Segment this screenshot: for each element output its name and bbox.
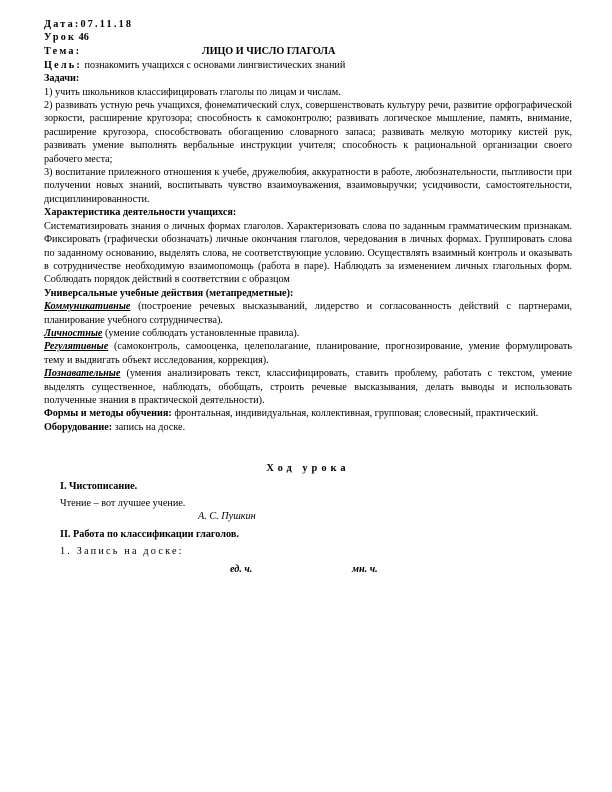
uud-cognitive bbox=[44, 367, 572, 407]
equipment-line bbox=[44, 421, 572, 434]
personal-text: (умение соблюдать установленные правила). bbox=[105, 327, 300, 339]
theme-label: Тема: bbox=[44, 45, 82, 57]
epigraph-text: Чтение – вот лучшее учение. bbox=[60, 498, 186, 509]
date-label: Дата: bbox=[44, 19, 81, 30]
equipment-text: запись на доске. bbox=[114, 421, 186, 433]
task-item-2: 2) развивать устную речь учащихся, фонематический слух, совершенствовать культуру речи, развитие орфографической зоркости, расширение кругозора; способность к самоконтролю; развивать логическое мышление, память, внимание, расширение кругозора, способствовать обогащению словарного запаса; развивать мелкую моторику кистей рук, развивать умение выполнять вербальные инструкции учителя; способность к рациональной организации своего рабочего места; bbox=[44, 100, 572, 165]
personal-label: Личностные bbox=[44, 327, 103, 339]
communicative-label: Коммуникативные bbox=[44, 301, 131, 313]
section-calligraphy: I. Чистописание. bbox=[60, 480, 138, 492]
lesson-label: Урок bbox=[44, 32, 77, 44]
cognitive-text: (умения анализировать текст, классифицировать, ставить проблему, работать с текстом, умение выделять существенное, наблюдать, обобщать, строить речевые высказывания, делать выводы и использовать полученные знания в практической деятельности). bbox=[44, 368, 572, 406]
goal-text: познакомить учащихся с основами лингвистических знаний bbox=[84, 59, 346, 71]
board-columns bbox=[44, 563, 572, 577]
section-classification: II. Работа по классификации глаголов. bbox=[60, 528, 239, 540]
course-title: Ход урока bbox=[266, 463, 350, 475]
uud-personal bbox=[44, 327, 572, 340]
tasks-heading: Задачи: bbox=[44, 73, 80, 85]
methods-line bbox=[44, 407, 572, 420]
activity-heading: Характеристика деятельности учащихся: bbox=[44, 207, 237, 219]
epigraph-author: А. С. Пушкин bbox=[198, 511, 256, 523]
column-singular: ед. ч. bbox=[230, 563, 253, 575]
theme-line bbox=[44, 45, 572, 59]
activity-text: Систематизировать знания о личных формах глаголов. Характеризовать слова по заданным грамматическим признакам. Фиксировать (графически обозначать) личные окончания глаголов, чередования в личных формах. Группировать слова по заданному основанию, выделять слова, не соответствующие условию. Осуществлять взаимный контроль и оказывать в сотрудничестве необходимую взаимопомощь (работа в паре). Наблюдать за изменением личных глагольных форм. Соблюдать порядок действий в соответствии с образцом bbox=[44, 220, 572, 286]
communicative-text: (построение речевых высказываний, лидерство и согласованность действий с партнерами, планирование учебного сотрудничества). bbox=[44, 301, 572, 326]
goal-line bbox=[44, 59, 572, 72]
theme-title: ЛИЦО И ЧИСЛО ГЛАГОЛА bbox=[202, 45, 336, 57]
regulative-label: Регулятивные bbox=[44, 341, 109, 353]
lesson-number: 46 bbox=[78, 32, 89, 44]
task-item-3: 3) воспитание прилежного отношения к учебе, дружелюбия, аккуратности в работе, любознательности, пытливости при получении новых знаний, воспитывать чувство взаимоуважения, взаимовыручки; усидчивости, самостоятельности, дисциплинированности. bbox=[44, 167, 572, 205]
equipment-label: Оборудование: bbox=[44, 421, 113, 433]
board-label: 1. Запись на доске: bbox=[60, 546, 184, 558]
date-value: 07.11.18 bbox=[80, 19, 134, 30]
methods-text: фронтальная, индивидуальная, коллективная, групповая; словесный, практический. bbox=[174, 408, 539, 420]
date-line bbox=[44, 18, 572, 31]
regulative-text: (самоконтроль, самооценка, целеполагание, планирование, прогнозирование, умение формулировать тему и выдвигать объект исследования, коррекция). bbox=[44, 341, 573, 366]
uud-heading: Универсальные учебные действия (метапредметные): bbox=[44, 287, 294, 299]
methods-label: Формы и методы обучения: bbox=[44, 408, 172, 420]
uud-regulative bbox=[44, 340, 572, 367]
document-page bbox=[44, 18, 572, 577]
cognitive-label: Познавательные bbox=[44, 368, 121, 380]
uud-communicative bbox=[44, 300, 572, 327]
lesson-line bbox=[44, 31, 572, 44]
goal-label: Цель: bbox=[44, 59, 82, 71]
column-plural: мн. ч. bbox=[352, 563, 378, 575]
task-item-1: 1) учить школьников классифицировать глаголы по лицам и числам. bbox=[44, 86, 341, 98]
